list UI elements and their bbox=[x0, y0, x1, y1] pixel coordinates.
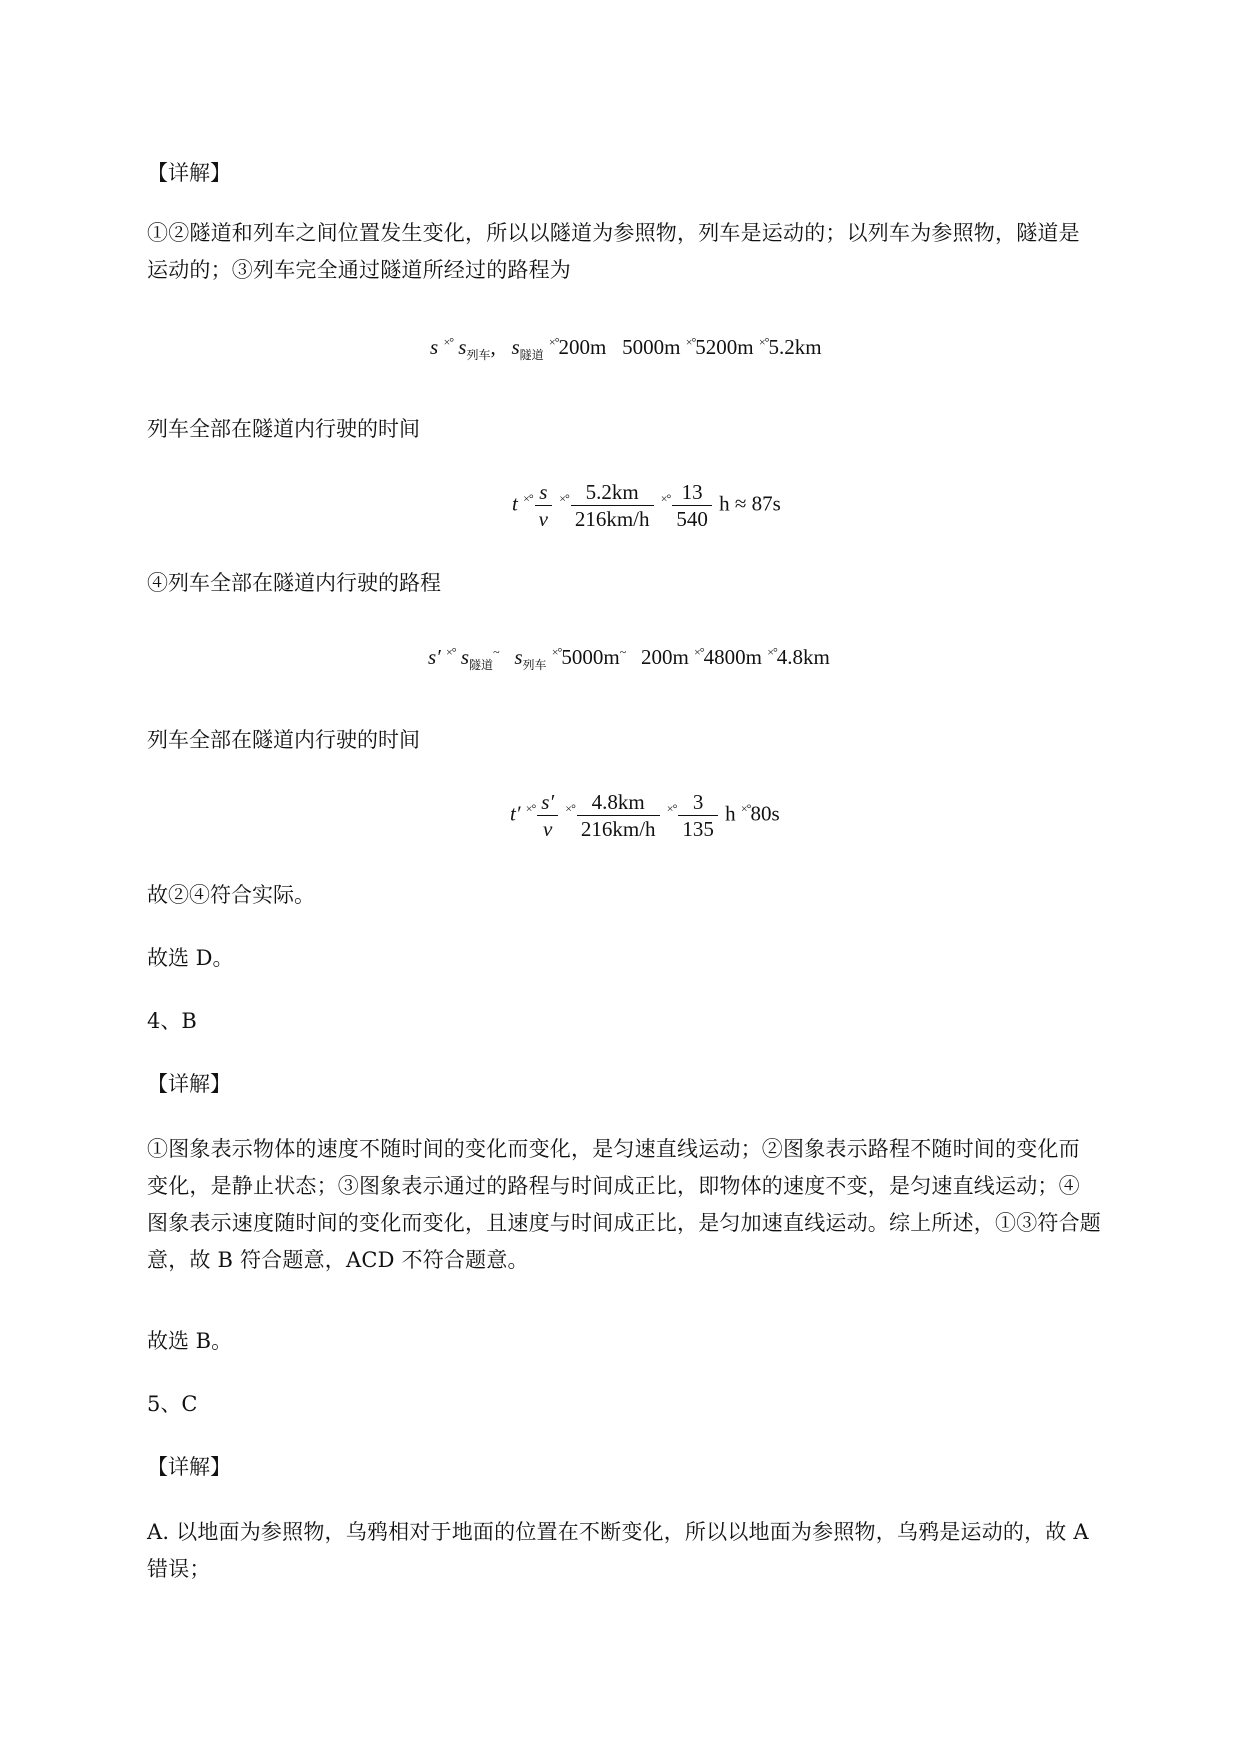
paragraph-line: A. 以地面为参照物，乌鸦相对于地面的位置在不断变化，所以以地面为参照物，乌鸦是运动的，故 A bbox=[147, 1520, 1089, 1544]
question-number: 4、B bbox=[147, 1009, 197, 1033]
subscript-train: 列车 bbox=[466, 348, 491, 362]
value: 5000m bbox=[561, 645, 620, 669]
value: 5.2km bbox=[768, 335, 822, 359]
garbled-glyph: ×° bbox=[523, 491, 533, 506]
detail-heading: 【详解】 bbox=[147, 1072, 231, 1096]
var-s-tunnel: s bbox=[511, 335, 520, 359]
var-s-train: s bbox=[514, 645, 523, 669]
detail-heading: 【详解】 bbox=[147, 1455, 231, 1479]
value: 4800m bbox=[703, 645, 762, 669]
paragraph-line: 图象表示速度随时间的变化而变化，且速度与时间成正比，是匀加速直线运动。综上所述，①③符合题 bbox=[147, 1211, 1101, 1235]
fraction: $\frac{13}{540}$ bbox=[672, 480, 712, 531]
result: h ≈ 87s bbox=[719, 491, 781, 516]
unit: h bbox=[725, 801, 736, 826]
value: 200m bbox=[640, 645, 689, 669]
paragraph bbox=[147, 1131, 1157, 1279]
garbled-glyph: ×° bbox=[548, 335, 559, 349]
var-s-train: s bbox=[458, 335, 467, 359]
var-t: t bbox=[512, 491, 518, 516]
garbled-glyph: ×° bbox=[565, 801, 575, 816]
var-s: s bbox=[430, 335, 439, 359]
paragraph-line: ①图象表示物体的速度不随时间的变化而变化，是匀速直线运动；②图象表示路程不随时间的变化而 bbox=[147, 1137, 1080, 1161]
garbled-glyph: ×° bbox=[740, 801, 751, 816]
var-s-prime: s′ bbox=[428, 645, 441, 669]
var-s-tunnel: s bbox=[460, 645, 470, 669]
equation-distance bbox=[430, 335, 822, 363]
result: 80s bbox=[750, 801, 780, 826]
paragraph-line: 错误； bbox=[147, 1557, 211, 1581]
garbled-glyph: ×° bbox=[559, 491, 569, 506]
paragraph bbox=[147, 1514, 1157, 1588]
garbled-glyph: ×° bbox=[446, 645, 456, 659]
garbled-glyph: ×° bbox=[443, 335, 454, 349]
garbled-glyph: ×° bbox=[551, 645, 562, 659]
value: 4.8km bbox=[776, 645, 830, 669]
value: 5200m bbox=[695, 335, 754, 359]
garbled-glyph: ×° bbox=[758, 335, 769, 349]
garbled-glyph: ×° bbox=[694, 645, 704, 659]
paragraph bbox=[147, 215, 1157, 289]
garbled-glyph: ×° bbox=[525, 801, 536, 816]
garbled-glyph: ×° bbox=[685, 335, 696, 349]
value: 200m bbox=[558, 335, 607, 359]
fraction: $\frac{s}{v}$ bbox=[535, 480, 552, 531]
paragraph: ④列车全部在隧道内行驶的路程 bbox=[147, 571, 441, 595]
paragraph-line: 变化，是静止状态；③图象表示通过的路程与时间成正比，即物体的速度不变，是匀速直线运动；④ bbox=[147, 1174, 1080, 1198]
fraction: $\frac{3}{135}$ bbox=[678, 790, 718, 841]
paragraph-line: 运动的；③列车完全通过隧道所经过的路程为 bbox=[147, 258, 571, 282]
garbled-glyph: ×° bbox=[660, 491, 671, 506]
paragraph-line: ①②隧道和列车之间位置发生变化，所以以隧道为参照物，列车是运动的；以列车为参照物，隧道是 bbox=[147, 221, 1080, 245]
paragraph-line: 意，故 B 符合题意，ACD 不符合题意。 bbox=[147, 1248, 529, 1272]
equation-time bbox=[512, 480, 781, 531]
subscript-tunnel: 隧道 bbox=[519, 348, 544, 362]
garbled-glyph: ×° bbox=[666, 801, 677, 816]
time-label: 列车全部在隧道内行驶的时间 bbox=[147, 728, 420, 752]
tilde-glyph: ~ bbox=[493, 645, 499, 659]
conclusion: 故②④符合实际。 bbox=[147, 883, 315, 907]
subscript-train: 列车 bbox=[522, 658, 547, 672]
fraction: $\frac{s'}{v}$ bbox=[537, 790, 558, 841]
question-number: 5、C bbox=[147, 1392, 198, 1416]
garbled-glyph: ×° bbox=[767, 645, 777, 659]
fraction: $\frac{5.2km}{216km/h}$ bbox=[571, 480, 654, 531]
fraction: $\frac{4.8km}{216km/h}$ bbox=[577, 790, 660, 841]
tilde-glyph: ~ bbox=[619, 645, 626, 659]
answer: 故选 B。 bbox=[147, 1329, 233, 1353]
var-t-prime: t′ bbox=[510, 801, 521, 826]
equation-distance-inside bbox=[428, 645, 830, 673]
equation-time-inside bbox=[510, 790, 780, 841]
detail-heading: 【详解】 bbox=[147, 161, 231, 185]
comma: , bbox=[490, 335, 496, 359]
subscript-tunnel: 隧道 bbox=[469, 658, 494, 672]
time-label: 列车全部在隧道内行驶的时间 bbox=[147, 417, 420, 441]
value: 5000m bbox=[622, 335, 681, 359]
answer: 故选 D。 bbox=[147, 946, 234, 970]
